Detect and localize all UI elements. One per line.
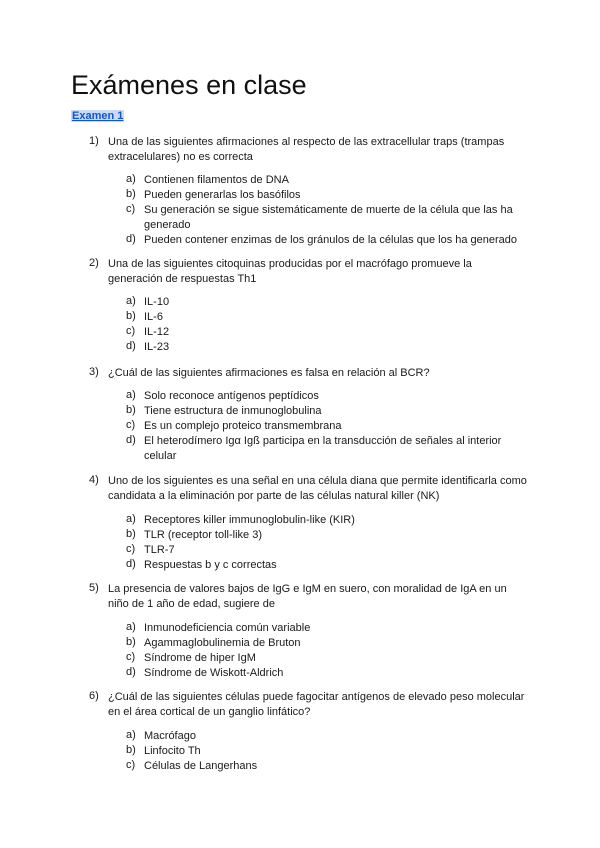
- option-text: IL-10: [144, 296, 170, 308]
- option-letter: d): [126, 434, 136, 446]
- option-letter: a): [126, 621, 136, 633]
- question-text: Uno de los siguientes es una señal en una célula diana que permite identificarla como candidata a la eliminación por parte de las células natural killer (NK): [108, 475, 527, 502]
- option-letter: c): [126, 759, 136, 771]
- option-text: Células de Langerhans: [144, 760, 258, 772]
- option-text: Tiene estructura de inmunoglobulina: [144, 405, 322, 417]
- question-text: ¿Cuál de las siguientes afirmaciones es falsa en relación al BCR?: [108, 367, 430, 379]
- exam-heading-link[interactable]: Examen 1: [72, 110, 124, 122]
- option-text: Solo reconoce antígenos peptídicos: [144, 390, 319, 402]
- option-letter: d): [126, 340, 136, 352]
- question-number: 5): [89, 582, 99, 594]
- option-letter: a): [126, 513, 136, 525]
- option-text: TLR-7: [144, 544, 175, 556]
- question-number: 6): [89, 690, 99, 702]
- option-text: Síndrome de hiper IgM: [144, 652, 256, 664]
- option-text: TLR (receptor toll-like 3): [144, 529, 262, 541]
- question-number: 4): [89, 474, 99, 486]
- option-letter: d): [126, 558, 136, 570]
- option-text: Pueden generarlas los basófilos: [144, 189, 301, 201]
- option-letter: b): [126, 188, 136, 200]
- option-letter: c): [126, 325, 136, 337]
- question-text: Una de las siguientes citoquinas producidas por el macrófago promueve la generación de respuestas Th1: [108, 258, 472, 285]
- option-text: Su generación se sigue sistemáticamente de muerte de la célula que las ha generado: [144, 204, 513, 231]
- option-text: Agammaglobulinemia de Bruton: [144, 637, 301, 649]
- option-letter: a): [126, 389, 136, 401]
- option-letter: b): [126, 528, 136, 540]
- option-text: IL-23: [144, 341, 170, 353]
- option-letter: a): [126, 295, 136, 307]
- option-text: Receptores killer immunoglobulin-like (KIR): [144, 514, 355, 526]
- question-text: Una de las siguientes afirmaciones al respecto de las extracellular traps (trampas extracelulares) no es correcta: [108, 136, 505, 163]
- option-letter: c): [126, 543, 136, 555]
- option-letter: b): [126, 310, 136, 322]
- option-letter: c): [126, 419, 136, 431]
- question-number: 1): [89, 135, 99, 147]
- option-letter: b): [126, 404, 136, 416]
- option-letter: c): [126, 651, 136, 663]
- option-letter: b): [126, 636, 136, 648]
- page-title: Exámenes en clase: [71, 70, 307, 100]
- question-number: 3): [89, 366, 99, 378]
- option-text: IL-12: [144, 326, 170, 338]
- option-text: Pueden contener enzimas de los gránulos de la células que los ha generado: [144, 234, 518, 246]
- option-text: Es un complejo proteico transmembrana: [144, 420, 342, 432]
- option-letter: c): [126, 203, 136, 215]
- option-text: Contienen filamentos de DNA: [144, 174, 289, 186]
- option-letter: a): [126, 173, 136, 185]
- option-letter: d): [126, 233, 136, 245]
- option-text: IL-6: [144, 311, 163, 323]
- option-letter: b): [126, 744, 136, 756]
- option-letter: d): [126, 666, 136, 678]
- option-letter: a): [126, 729, 136, 741]
- option-text: Síndrome de Wiskott-Aldrich: [144, 667, 284, 679]
- option-text: Respuestas b y c correctas: [144, 559, 277, 571]
- question-text: ¿Cuál de las siguientes células puede fagocitar antígenos de elevado peso molecular en el área cortical de un ganglio linfático?: [108, 691, 525, 718]
- option-text: Macrófago: [144, 730, 196, 742]
- option-text: Inmunodeficiencia común variable: [144, 622, 311, 634]
- question-number: 2): [89, 257, 99, 269]
- question-text: La presencia de valores bajos de IgG e IgM en suero, con moralidad de IgA en un niño de 1 año de edad, sugiere de: [108, 583, 507, 610]
- option-text: Linfocito Th: [144, 745, 201, 757]
- option-text: El heterodímero Igα Igß participa en la transducción de señales al interior celular: [144, 435, 502, 462]
